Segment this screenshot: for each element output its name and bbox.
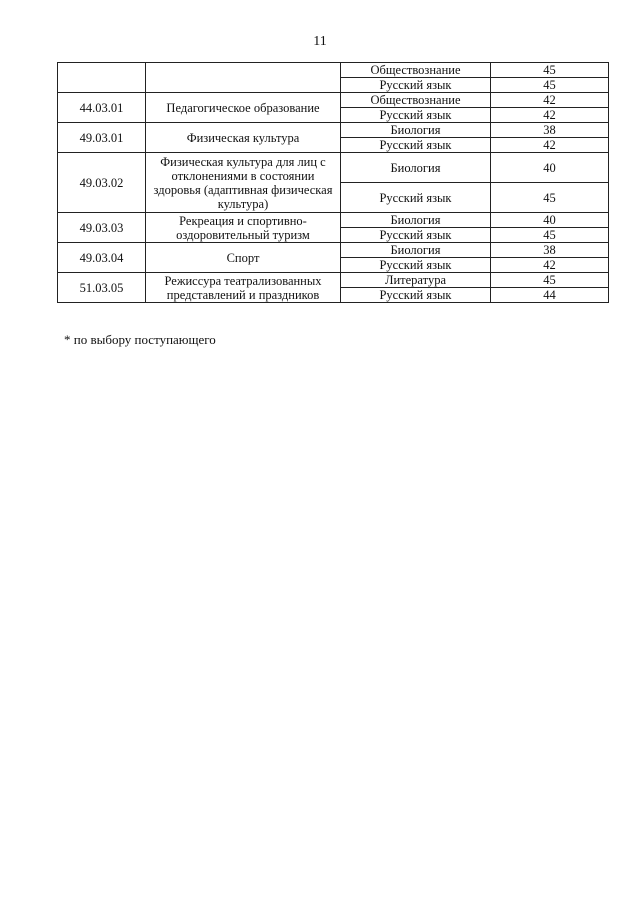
program-name: Рекреация и спортивно-оздоровительный туризм	[146, 213, 341, 243]
program-name: Физическая культура для лиц с отклонениями в состоянии здоровья (адаптивная физическая культура)	[146, 153, 341, 213]
program-code	[58, 63, 146, 93]
subject-cell: Биология	[341, 153, 491, 183]
subject-cell: Биология	[341, 123, 491, 138]
score-cell: 40	[491, 153, 609, 183]
table-row	[58, 243, 609, 258]
program-code: 44.03.01	[58, 93, 146, 123]
subject-cell: Русский язык	[341, 288, 491, 303]
score-cell: 45	[491, 228, 609, 243]
subject-cell: Русский язык	[341, 138, 491, 153]
table-row	[58, 273, 609, 288]
subject-cell: Русский язык	[341, 228, 491, 243]
subject-cell: Русский язык	[341, 78, 491, 93]
program-code: 49.03.03	[58, 213, 146, 243]
subject-cell: Русский язык	[341, 258, 491, 273]
footnote: * по выбору поступающего	[64, 332, 216, 347]
score-cell: 42	[491, 108, 609, 123]
program-code: 49.03.04	[58, 243, 146, 273]
score-cell: 45	[491, 183, 609, 213]
program-name: Физическая культура	[146, 123, 341, 153]
program-code: 49.03.02	[58, 153, 146, 213]
program-name	[146, 63, 341, 93]
score-cell: 42	[491, 93, 609, 108]
subject-cell: Биология	[341, 213, 491, 228]
subject-cell: Русский язык	[341, 108, 491, 123]
score-cell: 40	[491, 213, 609, 228]
table-row	[58, 63, 609, 78]
program-name: Спорт	[146, 243, 341, 273]
score-cell: 38	[491, 243, 609, 258]
program-code: 51.03.05	[58, 273, 146, 303]
subject-cell: Обществознание	[341, 93, 491, 108]
admission-scores-table	[57, 62, 609, 303]
score-cell: 42	[491, 138, 609, 153]
score-cell: 42	[491, 258, 609, 273]
table-row	[58, 93, 609, 108]
program-name: Педагогическое образование	[146, 93, 341, 123]
score-cell: 45	[491, 63, 609, 78]
score-cell: 45	[491, 273, 609, 288]
program-code: 49.03.01	[58, 123, 146, 153]
subject-cell: Литература	[341, 273, 491, 288]
subject-cell: Русский язык	[341, 183, 491, 213]
table-row	[58, 123, 609, 138]
table-row	[58, 153, 609, 183]
program-name: Режиссура театрализованных представлений и праздников	[146, 273, 341, 303]
score-cell: 45	[491, 78, 609, 93]
score-cell: 44	[491, 288, 609, 303]
subject-cell: Обществознание	[341, 63, 491, 78]
page-number: 11	[313, 34, 327, 49]
subject-cell: Биология	[341, 243, 491, 258]
table-row	[58, 213, 609, 228]
score-cell: 38	[491, 123, 609, 138]
